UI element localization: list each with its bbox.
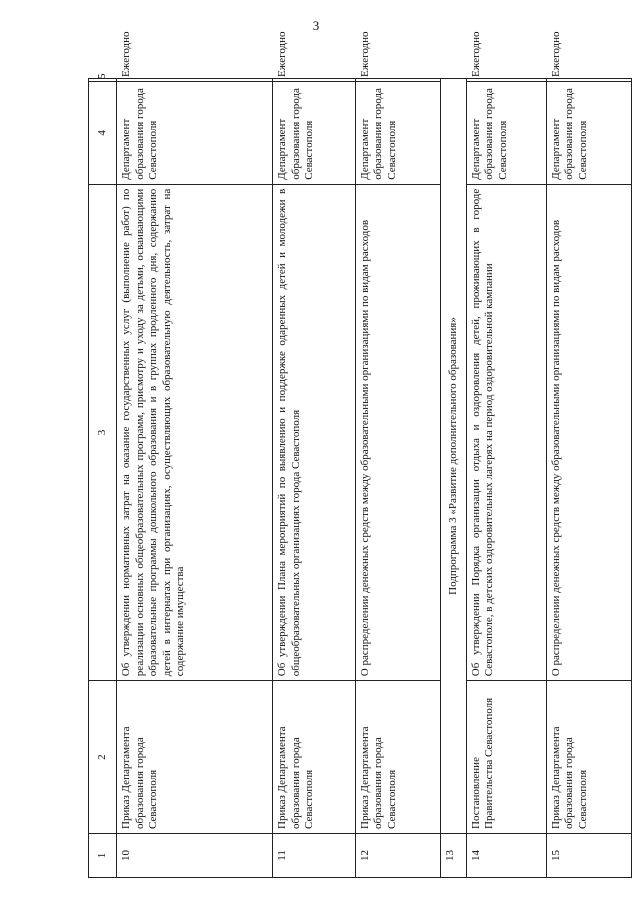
executor: Департамент образования города Севастополя (466, 81, 546, 184)
term: Ежегодно (466, 79, 546, 82)
row-number: 13 (440, 833, 466, 877)
rotated-table-container (88, 31, 632, 878)
row-number: 15 (546, 833, 631, 877)
document-type: Постановление Правительства Севастополя (466, 681, 546, 834)
document-title: О распределении денежных средств между образовательными организациями по видам расходов (546, 184, 631, 680)
document-type: Приказ Департамента образования города Севастополя (117, 681, 273, 834)
term: Ежегодно (355, 79, 440, 82)
subprogram-row (440, 79, 466, 878)
document-type: Приказ Департамента образования города Севастополя (355, 681, 440, 834)
header-col-4: 4 (89, 81, 117, 184)
document-title: Об утверждении нормативных затрат на оказание государственных услуг (выполнение работ) по реализации основных общеобразовательных программ, присмотру и уходу за детьми, осваивающими образовательные программы дошкольного образования и в группах продленного дня, содержанию детей в интернатах при организациях, осуществляющих образовательную деятельность, затрат на содержание имущества (117, 184, 273, 680)
row-number: 11 (273, 833, 356, 877)
document-title: О распределении денежных средств между образовательными организациями по видам расходов (355, 184, 440, 680)
executor: Департамент образования города Севастополя (273, 81, 356, 184)
term: Ежегодно (546, 79, 631, 82)
row-number: 10 (117, 833, 273, 877)
header-col-2: 2 (89, 681, 117, 834)
table-row (546, 79, 631, 878)
header-col-3: 3 (89, 184, 117, 680)
page-number: 3 (312, 18, 320, 33)
header-col-5: 5 (89, 79, 117, 82)
document-type: Приказ Департамента образования города Севастополя (273, 681, 356, 834)
executor: Департамент образования города Севастополя (117, 81, 273, 184)
executor: Департамент образования города Севастополя (355, 81, 440, 184)
table-header-row (89, 79, 117, 878)
document-title: Об утверждении Плана мероприятий по выявлению и поддержке одаренных детей и молодежи в общеобразовательных организациях города Севастополя (273, 184, 356, 680)
executor: Департамент образования города Севастополя (546, 81, 631, 184)
table-row (466, 79, 546, 878)
document-type: Приказ Департамента образования города Севастополя (546, 681, 631, 834)
header-col-1: 1 (89, 833, 117, 877)
subprogram-title: Подпрограмма 3 «Развитие дополнительного образования» (440, 79, 466, 834)
row-number: 12 (355, 833, 440, 877)
table-row (117, 79, 273, 878)
regulations-table (88, 31, 632, 878)
table-row (355, 79, 440, 878)
term: Ежегодно (273, 79, 356, 82)
table-row (273, 79, 356, 878)
row-number: 14 (466, 833, 546, 877)
term: Ежегодно (117, 79, 273, 82)
document-title: Об утверждении Порядка организации отдыха и оздоровления детей, проживающих в городе Севастополе, в детских оздоровительных лагерях на период оздоровительной кампании (466, 184, 546, 680)
